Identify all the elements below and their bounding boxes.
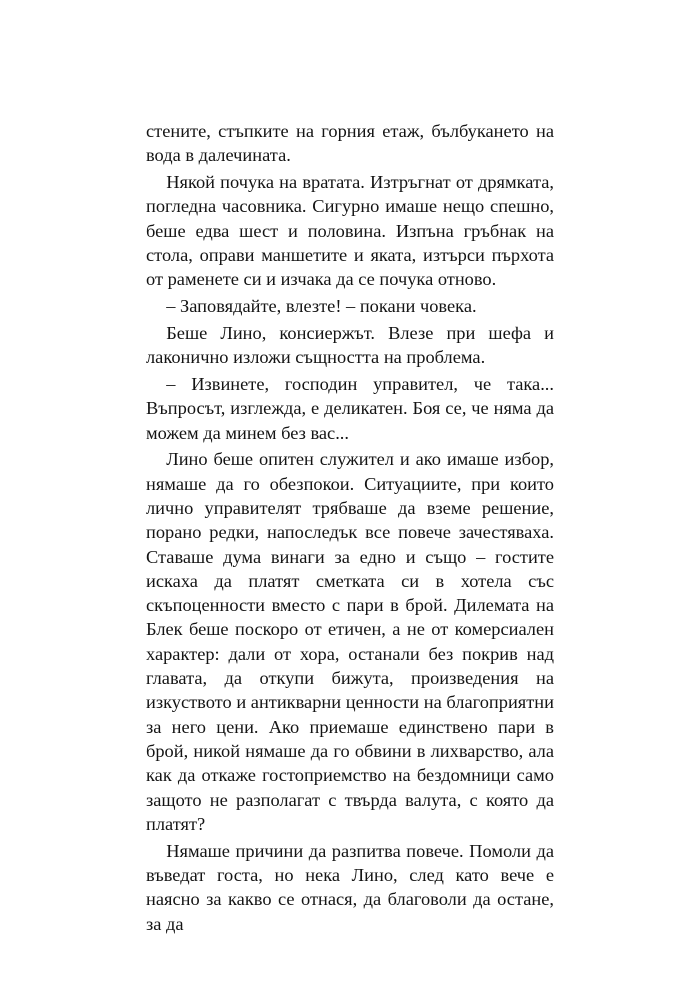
dialogue-line: – Заповядайте, влезте! – покани човека. (166, 296, 477, 317)
paragraph: Беше Лино, консиержът. Влезе при шефа и лаконично изложи същността на проблема. (146, 322, 554, 368)
paragraph: Някой почука на вратата. Изтръгнат от дрямката, погледна часовника. Сигурно имаше нещо спешно, беше едва шест и половина. Изпъна гръбнак на стола, оправи маншетите и яката, изтърси пърхота от раменете си и изчака да се почука отново. (146, 172, 554, 290)
paragraph: Нямаше причини да разпитва повече. Помоли да въведат госта, но нека Лино, след като вече е наясно за какво се отнася, да благоволи да остане, за да (146, 840, 554, 934)
dialogue-line: – Извинете, господин управител, че така... Въпросът, изглежда, е деликатен. Боя се, че няма да можем да минем без вас... (146, 373, 554, 443)
paragraph: стените, стъпките на горния етаж, бълбукането на вода в далечината. (146, 121, 554, 166)
page-text (146, 119, 554, 938)
paragraph: Лино беше опитен служител и ако имаше избор, нямаше да го обезпокои. Ситуациите, при които лично управителят трябваше да вземе решение, порано редки, напоследък все повече зачестяваха. Ставаше дума винаги за едно и също – гостите искаха да платят сметката си в хотела със скъпоценности вместо с пари в брой. Дилемата на Блек беше поскоро от етичен, а не от комерсиален характер: дали от хора, останали без покрив над главата, да откупи бижута, произведения на изкуството и антикварни ценности на благоприятни за него цени. Ако приемаше единствено пари в брой, никой нямаше да го обвини в лихварство, ала как да откаже гостоприемство на бездомници само защото не разполагат с твърда валута, с която да платят? (146, 449, 554, 834)
